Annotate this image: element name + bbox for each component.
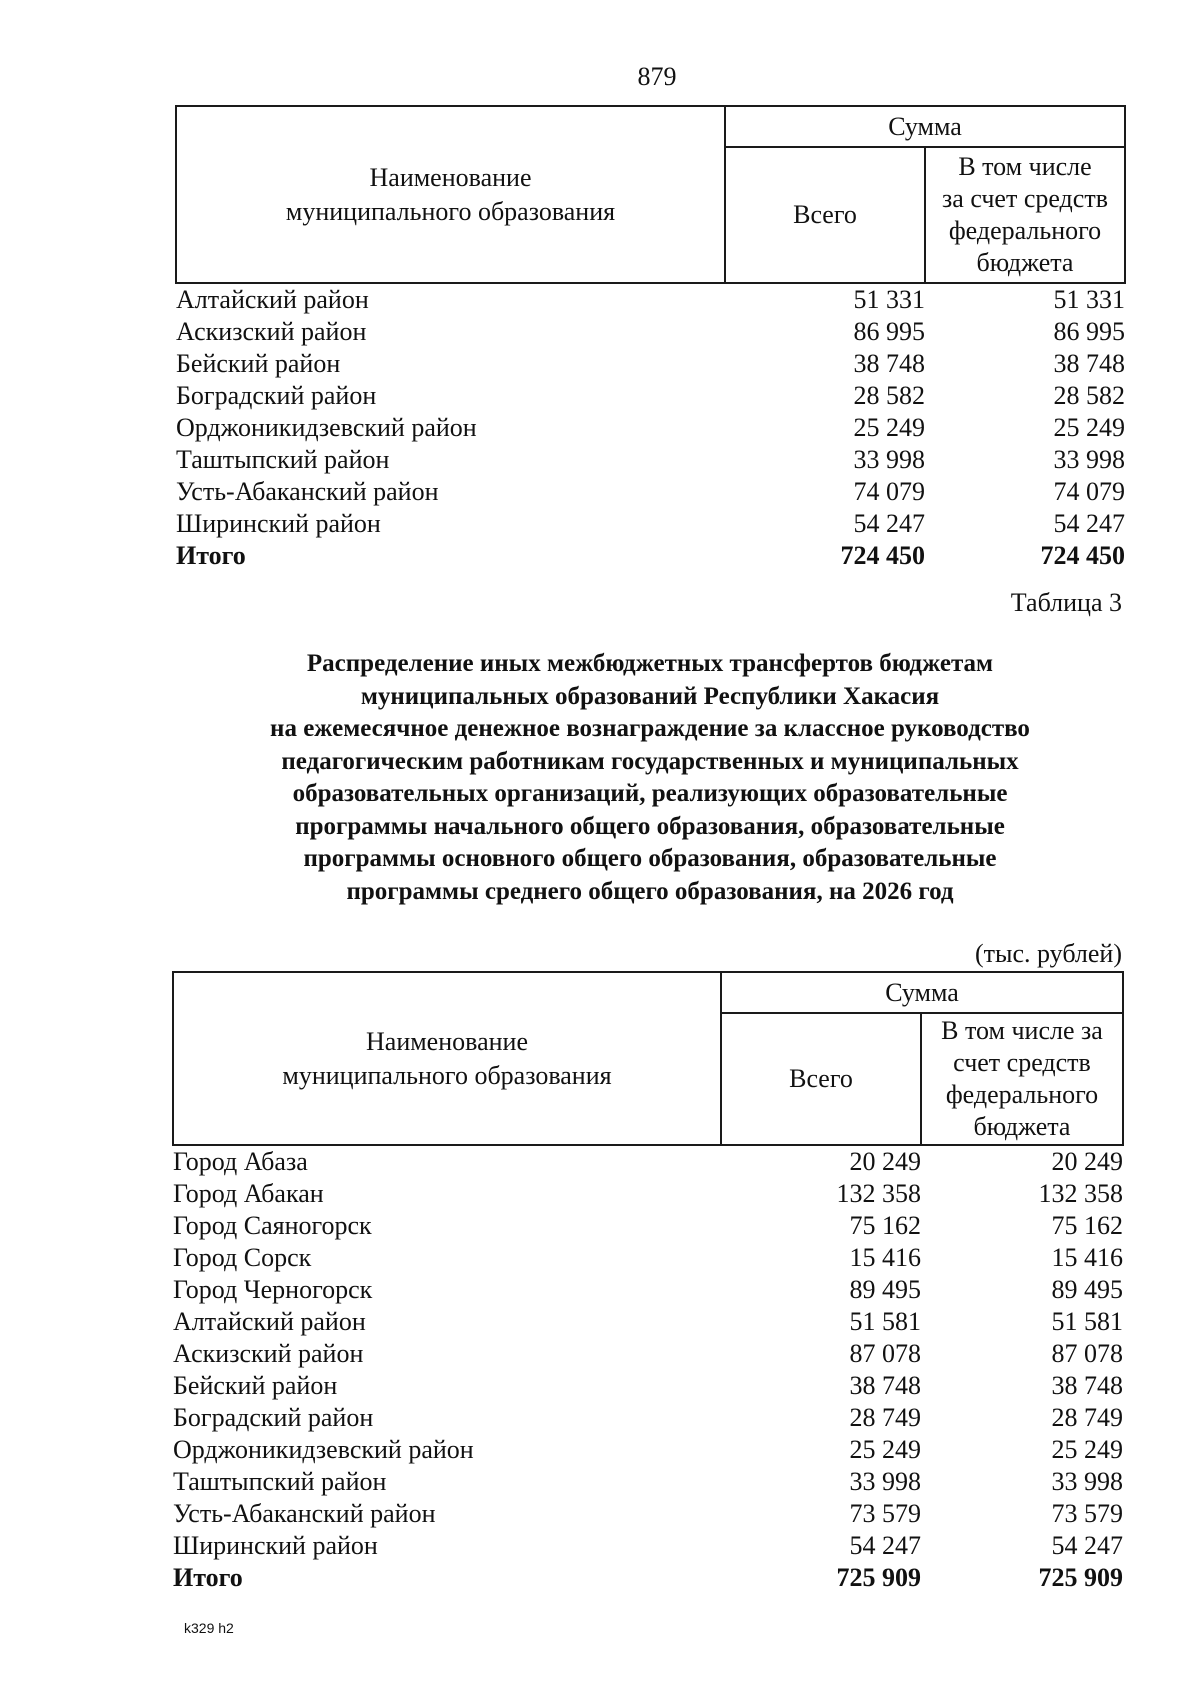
header-federal-line: федерального [945, 1080, 1099, 1109]
row-total: 54 247 [849, 1531, 921, 1560]
table-number-label: Таблица 3 [1010, 588, 1122, 617]
header-name-line1: Наименование [366, 1026, 528, 1056]
row-total: 33 998 [853, 445, 925, 474]
allocation-table-3 [172, 971, 1124, 1594]
table-row [173, 1210, 1123, 1242]
total-federal: 725 909 [1038, 1563, 1123, 1592]
header-federal-line: бюджета [973, 1112, 1071, 1141]
row-name: Аскизский район [173, 1339, 364, 1368]
title-line: педагогическим работникам государственных и муниципальных [281, 747, 1019, 775]
header-name-line2: муниципального образования [282, 1060, 612, 1090]
title-line: на ежемесячное денежное вознаграждение за классное руководство [270, 715, 1030, 742]
row-total: 75 162 [849, 1211, 921, 1240]
title-line: муниципальных образований Республики Хакасия [360, 682, 940, 710]
total-label: Итого [176, 541, 246, 570]
row-total: 51 331 [853, 285, 925, 314]
row-federal: 25 249 [1053, 413, 1125, 442]
header-municipality-name [173, 972, 721, 1145]
table-row [173, 1274, 1123, 1306]
row-total: 25 249 [849, 1435, 921, 1464]
table-row [176, 348, 1125, 380]
header-total: Всего [725, 147, 925, 283]
header-sum: Сумма [721, 972, 1123, 1013]
row-federal: 20 249 [1051, 1147, 1123, 1176]
row-total: 51 581 [849, 1307, 921, 1336]
row-total: 28 749 [849, 1403, 921, 1432]
table-row [173, 1434, 1123, 1466]
row-total: 28 582 [853, 381, 925, 410]
row-name: Ширинский район [176, 509, 381, 538]
header-sum: Сумма [725, 106, 1125, 147]
header-federal-line: федерального [948, 216, 1102, 245]
table-row [173, 1145, 1123, 1178]
row-name: Усть-Абаканский район [173, 1499, 436, 1528]
row-total: 38 748 [853, 349, 925, 378]
header-federal-line: В том числе за [941, 1016, 1103, 1045]
table-row [176, 316, 1125, 348]
row-name: Орджоникидзевский район [176, 413, 477, 442]
row-name: Усть-Абаканский район [176, 477, 439, 506]
table-row [173, 1370, 1123, 1402]
table-row [176, 508, 1125, 540]
table-row [176, 283, 1125, 316]
header-federal-budget [925, 147, 1125, 283]
total-label: Итого [173, 1563, 243, 1592]
title-line: программы основного общего образования, образовательные [303, 845, 997, 872]
row-name: Боградский район [176, 381, 377, 410]
row-total: 73 579 [849, 1499, 921, 1528]
row-federal: 87 078 [1051, 1339, 1123, 1368]
row-name: Орджоникидзевский район [173, 1435, 474, 1464]
row-federal: 132 358 [1038, 1179, 1123, 1208]
table-row [176, 444, 1125, 476]
table-title [170, 648, 1130, 908]
table-row [176, 412, 1125, 444]
table-row [176, 380, 1125, 412]
total-federal: 724 450 [1040, 541, 1125, 570]
row-federal: 38 748 [1053, 349, 1125, 378]
row-federal: 15 416 [1051, 1243, 1123, 1272]
document-code: k329 h2 [184, 1620, 234, 1636]
total-sum: 725 909 [836, 1563, 921, 1592]
row-total: 54 247 [853, 509, 925, 538]
row-name: Ширинский район [173, 1531, 378, 1560]
row-name: Город Абакан [173, 1179, 324, 1208]
total-sum: 724 450 [840, 541, 925, 570]
row-total: 25 249 [853, 413, 925, 442]
row-federal: 54 247 [1051, 1531, 1123, 1560]
row-federal: 73 579 [1051, 1499, 1123, 1528]
row-name: Город Саяногорск [173, 1211, 372, 1240]
row-total: 38 748 [849, 1371, 921, 1400]
row-total: 15 416 [849, 1243, 921, 1272]
row-name: Аскизский район [176, 317, 367, 346]
table-row [173, 1178, 1123, 1210]
units-label: (тыс. рублей) [974, 939, 1122, 968]
row-federal: 51 331 [1053, 285, 1125, 314]
row-federal: 33 998 [1051, 1467, 1123, 1496]
table-row [173, 1242, 1123, 1274]
row-name: Алтайский район [173, 1307, 366, 1336]
allocation-table-continued [175, 105, 1126, 572]
table-row [173, 1402, 1123, 1434]
header-federal-line: за счет средств [942, 184, 1108, 213]
row-name: Город Сорск [173, 1243, 312, 1272]
header-federal-budget [921, 1013, 1123, 1145]
row-name: Город Абаза [173, 1147, 308, 1176]
header-federal-line: бюджета [976, 248, 1074, 277]
header-name-line1: Наименование [369, 162, 532, 192]
title-line: программы среднего общего образования, на 2026 год [346, 877, 954, 905]
table-row [173, 1306, 1123, 1338]
row-federal: 75 162 [1051, 1211, 1123, 1240]
row-name: Бейский район [176, 349, 341, 378]
row-name: Таштыпский район [173, 1467, 387, 1496]
table-row [173, 1338, 1123, 1370]
row-total: 33 998 [849, 1467, 921, 1496]
row-total: 89 495 [849, 1275, 921, 1304]
table-row [173, 1530, 1123, 1562]
row-federal: 28 582 [1053, 381, 1125, 410]
title-line: образовательных организаций, реализующих образовательные [292, 780, 1008, 807]
row-total: 132 358 [836, 1179, 921, 1208]
row-name: Бейский район [173, 1371, 338, 1400]
row-federal: 51 581 [1051, 1307, 1123, 1336]
row-name: Алтайский район [176, 285, 369, 314]
row-federal: 25 249 [1051, 1435, 1123, 1464]
row-federal: 38 748 [1051, 1371, 1123, 1400]
page-number: 879 [637, 62, 677, 91]
row-name: Таштыпский район [176, 445, 390, 474]
total-row [173, 1562, 1123, 1594]
row-total: 87 078 [849, 1339, 921, 1368]
table-row [176, 476, 1125, 508]
row-federal: 86 995 [1053, 317, 1125, 346]
row-federal: 74 079 [1053, 477, 1125, 506]
row-total: 20 249 [849, 1147, 921, 1176]
row-total: 86 995 [853, 317, 925, 346]
header-municipality-name [176, 106, 725, 283]
header-name-line2: муниципального образования [285, 196, 616, 226]
row-federal: 33 998 [1053, 445, 1125, 474]
title-line: Распределение иных межбюджетных трансфертов бюджетам [306, 650, 994, 677]
total-row [176, 540, 1125, 572]
header-total: Всего [721, 1013, 921, 1145]
table-row [173, 1498, 1123, 1530]
row-name: Город Черногорск [173, 1275, 373, 1304]
row-federal: 54 247 [1053, 509, 1125, 538]
header-federal-line: счет средств [953, 1048, 1091, 1077]
title-line: программы начального общего образования, образовательные [295, 812, 1005, 840]
row-federal: 28 749 [1051, 1403, 1123, 1432]
row-federal: 89 495 [1051, 1275, 1123, 1304]
row-name: Боградский район [173, 1403, 374, 1432]
header-federal-line: В том числе [958, 152, 1092, 181]
table-row [173, 1466, 1123, 1498]
row-total: 74 079 [853, 477, 925, 506]
